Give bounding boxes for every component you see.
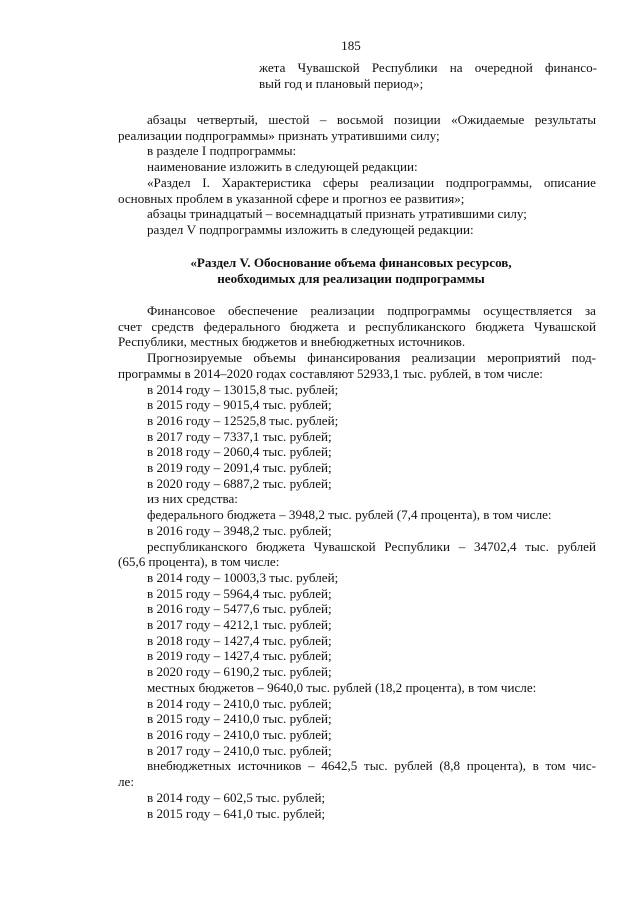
body-line: федерального бюджета – 3948,2 тыс. рублей (7,4 процента), в том числе: [147, 507, 552, 523]
amendment-line: абзацы четвертый, шестой – восьмой позиции «Ожидаемые результаты [147, 112, 596, 127]
body-line: Республики, местных бюджетов и внебюджетных источников. [118, 334, 466, 350]
year-line: в 2017 году – 4212,1 тыс. рублей; [147, 617, 332, 633]
section-body [118, 303, 596, 821]
quote-tail [259, 60, 597, 91]
amendment-line: в разделе I подпрограммы: [147, 143, 297, 159]
year-line: в 2016 году – 12525,8 тыс. рублей; [147, 412, 339, 428]
year-line: в 2014 году – 602,5 тыс. рублей; [147, 789, 326, 805]
body-line: республиканского бюджета Чувашской Республики – 34702,4 тыс. рублей [147, 538, 596, 554]
amendment-line: реализации подпрограммы» признать утратившими силу; [118, 127, 440, 143]
amendment-line: «Раздел I. Характеристика сферы реализации подпрограммы, описание [147, 174, 596, 190]
body-line: из них средства: [147, 491, 238, 507]
year-line: в 2014 году – 2410,0 тыс. рублей; [147, 695, 332, 711]
year-line: в 2014 году – 13015,8 тыс. рублей; [147, 381, 339, 397]
year-line: в 2015 году – 641,0 тыс. рублей; [147, 805, 326, 821]
year-line: в 2017 году – 2410,0 тыс. рублей; [147, 742, 332, 758]
year-line: в 2017 году – 7337,1 тыс. рублей; [147, 428, 332, 444]
year-line: в 2016 году – 2410,0 тыс. рублей; [147, 726, 332, 742]
amendment-line: раздел V подпрограммы изложить в следующей редакции: [147, 221, 474, 237]
year-line: в 2019 году – 2091,4 тыс. рублей; [147, 460, 332, 476]
year-line: в 2018 году – 2060,4 тыс. рублей; [147, 444, 332, 460]
body-line: программы в 2014–2020 годах составляют 52933,1 тыс. рублей, в том числе: [118, 365, 543, 381]
year-line: в 2016 году – 5477,6 тыс. рублей; [147, 601, 332, 617]
section-heading-line-2: необходимых для реализации подпрограммы [217, 270, 485, 286]
body-line: счет средств федерального бюджета и республиканского бюджета Чувашской [118, 318, 596, 334]
year-line: в 2015 году – 9015,4 тыс. рублей; [147, 397, 332, 413]
amendments-block [118, 112, 596, 238]
body-line: внебюджетных источников – 4642,5 тыс. рублей (8,8 процента), в том чис- [147, 758, 596, 774]
year-line: в 2015 году – 5964,4 тыс. рублей; [147, 585, 332, 601]
quote-tail-line-2: вый год и плановый период»; [259, 75, 424, 91]
page-number: 185 [341, 38, 361, 53]
quote-tail-line-1: жета Чувашской Республики на очередной финансо- [259, 60, 597, 75]
year-line: в 2018 году – 1427,4 тыс. рублей; [147, 632, 332, 648]
year-line: в 2019 году – 1427,4 тыс. рублей; [147, 648, 332, 664]
amendment-line: основных проблем в указанной сфере и прогноз ее развития»; [118, 190, 465, 206]
body-line: (65,6 процента), в том числе: [118, 554, 280, 570]
amendment-line: абзацы тринадцатый – восемнадцатый признать утратившими силу; [147, 206, 527, 222]
amendment-line: наименование изложить в следующей редакции: [147, 159, 418, 175]
year-line: в 2020 году – 6190,2 тыс. рублей; [147, 664, 332, 680]
section-heading-line-1: «Раздел V. Обоснование объема финансовых ресурсов, [190, 255, 512, 270]
body-line: Финансовое обеспечение реализации подпрограммы осуществляется за [147, 303, 596, 318]
body-line: местных бюджетов – 9640,0 тыс. рублей (18,2 процента), в том числе: [147, 679, 537, 695]
body-line: ле: [118, 774, 134, 790]
year-line: в 2014 году – 10003,3 тыс. рублей; [147, 569, 339, 585]
year-line: в 2020 году – 6887,2 тыс. рублей; [147, 475, 332, 491]
year-line: в 2016 году – 3948,2 тыс. рублей; [147, 522, 332, 538]
body-line: Прогнозируемые объемы финансирования реализации мероприятий под- [147, 350, 596, 366]
year-line: в 2015 году – 2410,0 тыс. рублей; [147, 711, 332, 727]
section-heading [112, 255, 590, 286]
